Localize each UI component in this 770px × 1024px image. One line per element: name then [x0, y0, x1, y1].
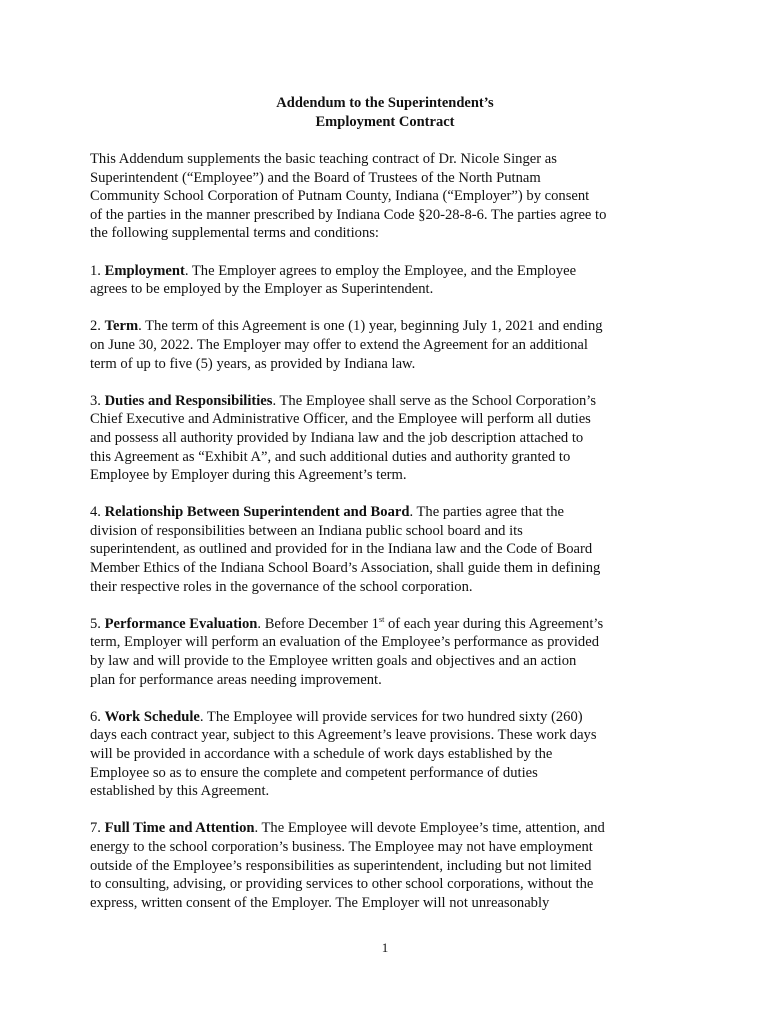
- section-line: division of responsibilities between an Indiana public school board and its: [90, 522, 523, 539]
- section-employment: [90, 262, 680, 299]
- section-term: [90, 317, 680, 373]
- section-heading: Term: [104, 318, 139, 335]
- page-number: 1: [381, 940, 389, 955]
- section-full-time-attention: [90, 819, 680, 912]
- section-first-line: [90, 708, 680, 727]
- section-line: by law and will provide to the Employee written goals and objectives and an action: [90, 653, 577, 670]
- document-title: [0, 94, 770, 132]
- section-heading: Duties and Responsibilities: [104, 392, 273, 409]
- intro-line: This Addendum supplements the basic teaching contract of Dr. Nicole Singer as: [90, 151, 557, 167]
- title-line-1: Addendum to the Superintendent’s: [276, 95, 494, 111]
- section-line: Member Ethics of the Indiana School Board’s Association, shall guide them in defining: [90, 560, 601, 577]
- section-text: . Before December 1: [257, 615, 379, 632]
- section-line: superintendent, as outlined and provided for in the Indiana law and the Code of Board: [90, 541, 593, 558]
- section-first-line: [90, 317, 680, 336]
- section-line: Employee so as to ensure the complete and competent performance of duties: [90, 764, 538, 781]
- section-first-line: [90, 392, 680, 411]
- section-line: will be provided in accordance with a schedule of work days established by the: [90, 746, 553, 762]
- intro-line: of the parties in the manner prescribed by Indiana Code §20-28-8-6. The parties agree to: [90, 206, 607, 223]
- section-line: term, Employer will perform an evaluation of the Employee’s performance as provided: [90, 634, 599, 651]
- section-line: established by this Agreement.: [90, 783, 270, 800]
- section-text: . The Employee shall serve as the School Corporation’s: [272, 392, 597, 409]
- section-number: 5.: [90, 615, 105, 632]
- section-line: their respective roles in the governance of the school corporation.: [90, 578, 473, 595]
- section-line: Employee by Employer during this Agreement’s term.: [90, 467, 407, 484]
- section-line: on June 30, 2022. The Employer may offer to extend the Agreement for an additional: [90, 336, 588, 353]
- section-text: . The parties agree that the: [409, 504, 565, 521]
- section-text: . The Employee will devote Employee’s time, attention, and: [254, 820, 605, 837]
- section-line: express, written consent of the Employer. The Employer will not unreasonably: [90, 894, 550, 911]
- section-first-line: [90, 503, 680, 522]
- section-line: and possess all authority provided by Indiana law and the job description attached to: [90, 429, 584, 446]
- section-heading: Relationship Between Superintendent and Board: [104, 504, 410, 521]
- intro-line: Superintendent (“Employee”) and the Board of Trustees of the North Putnam: [90, 169, 541, 186]
- section-number: 2.: [90, 318, 105, 335]
- title-line-2: Employment Contract: [315, 114, 455, 130]
- section-line: energy to the school corporation’s business. The Employee may not have employment: [90, 838, 593, 855]
- ordinal-suffix: st: [378, 614, 385, 624]
- section-number: 4.: [90, 504, 105, 521]
- section-heading: Employment: [104, 262, 185, 279]
- section-heading: Work Schedule: [104, 708, 200, 725]
- section-work-schedule: [90, 708, 680, 801]
- section-text: of each year during this Agreement’s: [384, 615, 604, 632]
- section-number: 1.: [90, 262, 105, 279]
- section-line: to consulting, advising, or providing services to other school corporations, without the: [90, 876, 594, 893]
- section-number: 7.: [90, 820, 105, 837]
- section-number: 6.: [90, 708, 105, 725]
- section-performance-evaluation: [90, 615, 680, 689]
- section-relationship: [90, 503, 680, 596]
- section-heading: Full Time and Attention: [104, 820, 255, 837]
- section-line: agrees to be employed by the Employer as Superintendent.: [90, 281, 434, 298]
- intro-line: the following supplemental terms and conditions:: [90, 225, 379, 242]
- section-line: this Agreement as “Exhibit A”, and such additional duties and authority granted to: [90, 448, 571, 465]
- section-first-line: [90, 615, 680, 634]
- section-duties: [90, 392, 680, 485]
- section-line: outside of the Employee’s responsibilities as superintendent, including but not limited: [90, 857, 592, 874]
- section-line: term of up to five (5) years, as provided by Indiana law.: [90, 355, 416, 372]
- section-first-line: [90, 262, 680, 281]
- intro-paragraph: [90, 150, 680, 243]
- section-line: Chief Executive and Administrative Officer, and the Employee will perform all duties: [90, 411, 591, 428]
- section-first-line: [90, 819, 680, 838]
- section-number: 3.: [90, 392, 105, 409]
- section-heading: Performance Evaluation: [104, 615, 258, 632]
- section-line: plan for performance areas needing improvement.: [90, 671, 382, 688]
- section-text: . The Employer agrees to employ the Employee, and the Employee: [184, 262, 577, 279]
- document-body: [90, 150, 680, 931]
- section-text: . The term of this Agreement is one (1) year, beginning July 1, 2021 and ending: [138, 318, 603, 335]
- section-line: days each contract year, subject to this Agreement’s leave provisions. These work days: [90, 727, 597, 744]
- intro-line: Community School Corporation of Putnam County, Indiana (“Employer”) by consent: [90, 188, 590, 205]
- section-text: . The Employee will provide services for two hundred sixty (260): [199, 708, 583, 725]
